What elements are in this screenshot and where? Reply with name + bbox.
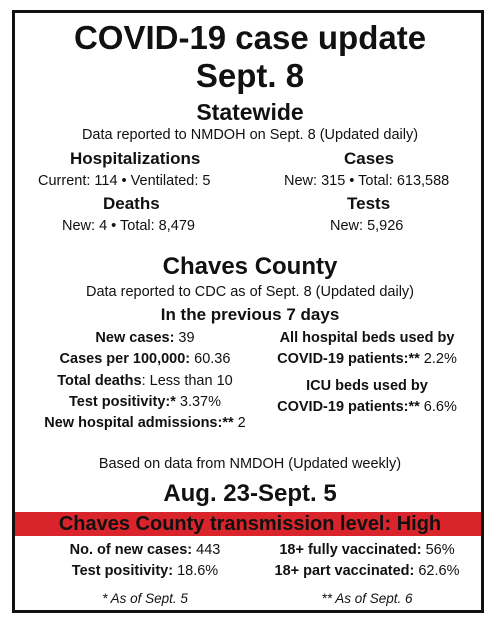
- tests-value: New: 5,926: [330, 218, 404, 234]
- stat-new-cases: [40, 328, 250, 349]
- stat-cases-per-100k: [40, 349, 250, 370]
- stat-hospital-admissions: [40, 413, 250, 434]
- deaths-value: New: 4 • Total: 8,479: [62, 218, 195, 234]
- update-date: Sept. 8: [195, 57, 305, 94]
- weekly-fully-vaccinated: [262, 540, 472, 561]
- hospital-beds-block: [262, 328, 472, 371]
- county-period: In the previous 7 days: [160, 305, 340, 324]
- statewide-heading: Statewide: [196, 99, 304, 125]
- stat-label: Total deaths: [57, 372, 142, 389]
- stat-value: 443: [192, 542, 221, 558]
- stat-value: 18.6%: [173, 563, 219, 580]
- stat-value: 2: [233, 415, 246, 432]
- stat-label: 18+ part vaccinated:: [274, 563, 415, 580]
- county-source: Data reported to CDC as of Sept. 8 (Updated daily): [85, 284, 415, 300]
- tests-label: Tests: [347, 194, 391, 213]
- weekly-range: Aug. 23-Sept. 5: [163, 480, 337, 507]
- icu-beds-line: [262, 397, 472, 418]
- stat-label: New cases:: [95, 330, 175, 346]
- stat-value: 2.2%: [419, 351, 457, 368]
- icu-beds-title: ICU beds used by: [306, 378, 428, 394]
- stat-label: 18+ fully vaccinated:: [279, 542, 422, 558]
- stat-label: Test positivity:*: [68, 393, 176, 410]
- stat-value: : Less than 10: [141, 372, 233, 389]
- stat-value: 39: [174, 330, 195, 346]
- stat-label: COVID-19 patients:**: [277, 399, 420, 416]
- hospital-beds-title: All hospital beds used by: [279, 330, 455, 346]
- cases-label: Cases: [344, 149, 395, 168]
- stat-label: Test positivity:: [71, 563, 174, 580]
- weekly-test-positivity: [40, 561, 250, 582]
- statewide-source: Data reported to NMDOH on Sept. 8 (Updated daily): [81, 127, 419, 143]
- weekly-new-cases: [40, 540, 250, 561]
- weekly-part-vaccinated: [262, 561, 472, 582]
- stat-value: 60.36: [190, 351, 231, 368]
- hospitalizations-label: Hospitalizations: [70, 149, 201, 168]
- stat-label: Cases per 100,000:: [59, 351, 191, 368]
- stat-value: 3.37%: [175, 393, 222, 410]
- hospitalizations-value: Current: 114 • Ventilated: 5: [38, 173, 211, 189]
- stat-value: 56%: [421, 542, 455, 558]
- stat-label: New hospital admissions:**: [44, 415, 234, 432]
- transmission-level: Chaves County transmission level: High: [58, 513, 442, 535]
- weekly-left-stats: [40, 540, 250, 583]
- cases-value: New: 315 • Total: 613,588: [284, 173, 450, 189]
- county-heading: Chaves County: [162, 253, 338, 280]
- footnote-right: ** As of Sept. 6: [321, 591, 413, 606]
- stat-label: No. of new cases:: [69, 542, 193, 558]
- stat-label: COVID-19 patients:**: [277, 351, 420, 368]
- stat-value: 6.6%: [419, 399, 457, 416]
- deaths-label: Deaths: [103, 194, 160, 213]
- footnote-left: * As of Sept. 5: [102, 591, 188, 606]
- hospital-beds-line: [262, 349, 472, 370]
- icu-beds-block: [262, 376, 472, 419]
- stat-test-positivity: [40, 392, 250, 413]
- stat-value: 62.6%: [414, 563, 460, 580]
- weekly-source: Based on data from NMDOH (Updated weekly): [98, 456, 402, 472]
- stat-total-deaths: [40, 371, 250, 392]
- page-title: COVID-19 case update: [73, 19, 427, 56]
- weekly-right-stats: [262, 540, 472, 583]
- county-stats-list: [40, 328, 250, 434]
